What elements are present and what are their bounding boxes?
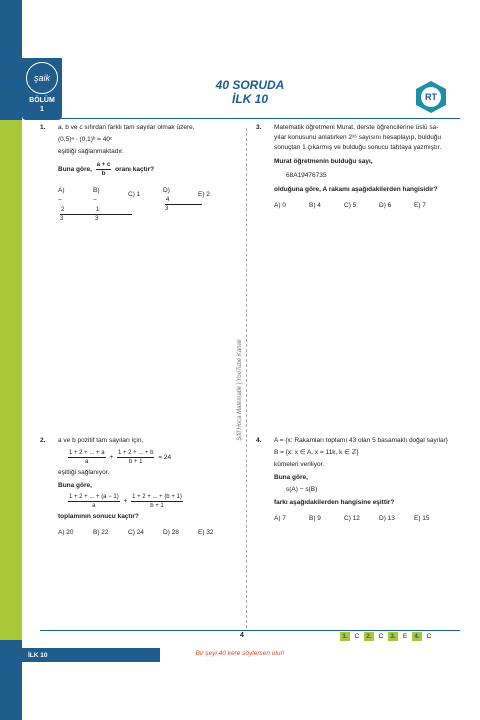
footer-divider — [40, 630, 460, 631]
question-prompt: olduğuna göre, A rakamı aşağıdakilerden hangisidir? — [274, 186, 438, 193]
option-b[interactable]: B) 4 — [309, 202, 321, 209]
answer-key-number: 2. — [364, 632, 374, 641]
badge-number: 1 — [40, 106, 44, 113]
answer-key-number: 1. — [340, 632, 350, 641]
question-prompt: Buna göre, $\frac{a + c}{b}$ oranı kaçtır? — [58, 162, 155, 177]
set-definition: A = {x: Rakamları toplamı 43 olan 5 basamaklı doğal sayılar} — [274, 437, 448, 444]
option-e[interactable]: E) 15 — [414, 515, 430, 522]
question-number: 2. — [40, 437, 46, 444]
title-line-2: İLK 10 — [231, 92, 268, 106]
question-text: eşitliği sağlanıyor. — [58, 469, 110, 476]
badge-logo: şaik — [26, 62, 58, 94]
question-prompt: Buna göre, — [58, 482, 92, 489]
number-value: 68A19476735 — [286, 172, 327, 179]
answer-options — [274, 201, 469, 211]
answer-key-value: C — [378, 633, 384, 640]
question-text: kümeleri veriliyor. — [274, 461, 325, 468]
question-prompt: Murat öğretmenin bulduğu sayı, — [274, 158, 373, 165]
footer-bar — [0, 648, 160, 662]
section-badge — [22, 58, 62, 120]
question-number: 4. — [256, 437, 262, 444]
footer-label: İLK 10 — [28, 652, 48, 659]
option-e[interactable]: E) 32 — [198, 529, 214, 536]
option-c[interactable]: C) 5 — [344, 202, 357, 209]
answer-key-number: 4. — [412, 632, 422, 641]
option-e[interactable]: E) 2 — [198, 191, 210, 198]
equation: $\frac{1 + 2 + ... + a}{a}$ + $\frac{1 + 2 + ... + b}{b + 1}$ = 24 — [69, 450, 172, 465]
question-text: Matematik öğretmeni Murat, derste öğrencilerine üslü sa- — [274, 124, 439, 131]
option-c[interactable]: C) 1 — [128, 191, 141, 198]
header-divider — [40, 118, 460, 119]
publisher-logo-icon — [414, 80, 448, 114]
page-title — [180, 78, 320, 106]
expression: s(A) − s(B) — [286, 486, 318, 493]
footer-slogan: Bir şeyi 40 kere söylersen olur! — [195, 650, 285, 657]
option-a[interactable]: A) 7 — [274, 515, 286, 522]
question-number: 3. — [256, 124, 262, 131]
option-b[interactable]: B) 22 — [93, 529, 109, 536]
title-line-1: 40 SORUDA — [215, 78, 285, 92]
badge-label: BÖLÜM — [29, 97, 55, 104]
channel-watermark: Şifil Hoca Matematik | YouTube Kanalı — [237, 339, 243, 441]
answer-options — [274, 514, 469, 524]
answer-key-value: E — [402, 633, 408, 640]
answer-key-value: C — [354, 633, 360, 640]
fraction: $\frac{a + c}{b}$ — [96, 162, 111, 177]
logo-text: RT — [425, 92, 437, 102]
option-d[interactable]: D) 6 — [379, 202, 392, 209]
expression: $\frac{1 + 2 + ... + (a - 1)}{a}$ + $\frac{1 + 2 + ... + (b + 1)}{b + 1}$ — [69, 494, 182, 509]
option-b[interactable]: B) 9 — [309, 515, 321, 522]
option-d[interactable]: D) 28 — [163, 529, 179, 536]
equation: (0,5)ᵃ · (0,1)ᵇ = 40ᶜ — [58, 136, 113, 143]
option-d[interactable]: $D)\frac{4}{3}$ — [163, 186, 198, 223]
answer-options — [58, 186, 258, 223]
page-number: 4 — [240, 632, 244, 639]
option-b[interactable]: $B) -\frac{1}{3}$ — [93, 186, 128, 223]
option-c[interactable]: C) 12 — [344, 515, 360, 522]
question-text: eşitliği sağlanmaktadır. — [58, 148, 124, 155]
question-prompt: Buna göre, — [274, 474, 308, 481]
question-prompt: farkı aşağıdakilerden hangisine eşittir? — [274, 499, 395, 506]
option-e[interactable]: E) 7 — [414, 202, 426, 209]
option-a[interactable]: A) 0 — [274, 202, 286, 209]
question-text: sonuçtan 1 çıkarmış ve bulduğu sonucu tahtaya yazmıştır. — [274, 144, 442, 151]
question-text: yılar konusunu anlatırken 2³⁶ sayısını hesaplayıp, bulduğu — [274, 134, 442, 141]
option-d[interactable]: D) 13 — [379, 515, 395, 522]
set-definition: B = {x: x ∈ A, x = 11k, k ∈ ℤ} — [274, 449, 359, 456]
option-c[interactable]: C) 24 — [128, 529, 144, 536]
answer-options — [58, 528, 258, 538]
question-number: 1. — [40, 124, 46, 131]
side-strip-green — [0, 120, 22, 640]
question-text: a, b ve c sıfırdan farklı tam sayılar olmak üzere, — [58, 124, 195, 131]
question-text: a ve b pozitif tam sayıları için, — [58, 437, 144, 444]
option-a[interactable]: $A) -\frac{2}{3}$ — [58, 186, 93, 223]
answer-key — [340, 632, 434, 641]
option-a[interactable]: A) 20 — [58, 529, 74, 536]
answer-key-value: C — [426, 633, 432, 640]
answer-key-number: 3. — [388, 632, 398, 641]
question-prompt: toplamının sonucu kaçtır? — [58, 513, 139, 520]
